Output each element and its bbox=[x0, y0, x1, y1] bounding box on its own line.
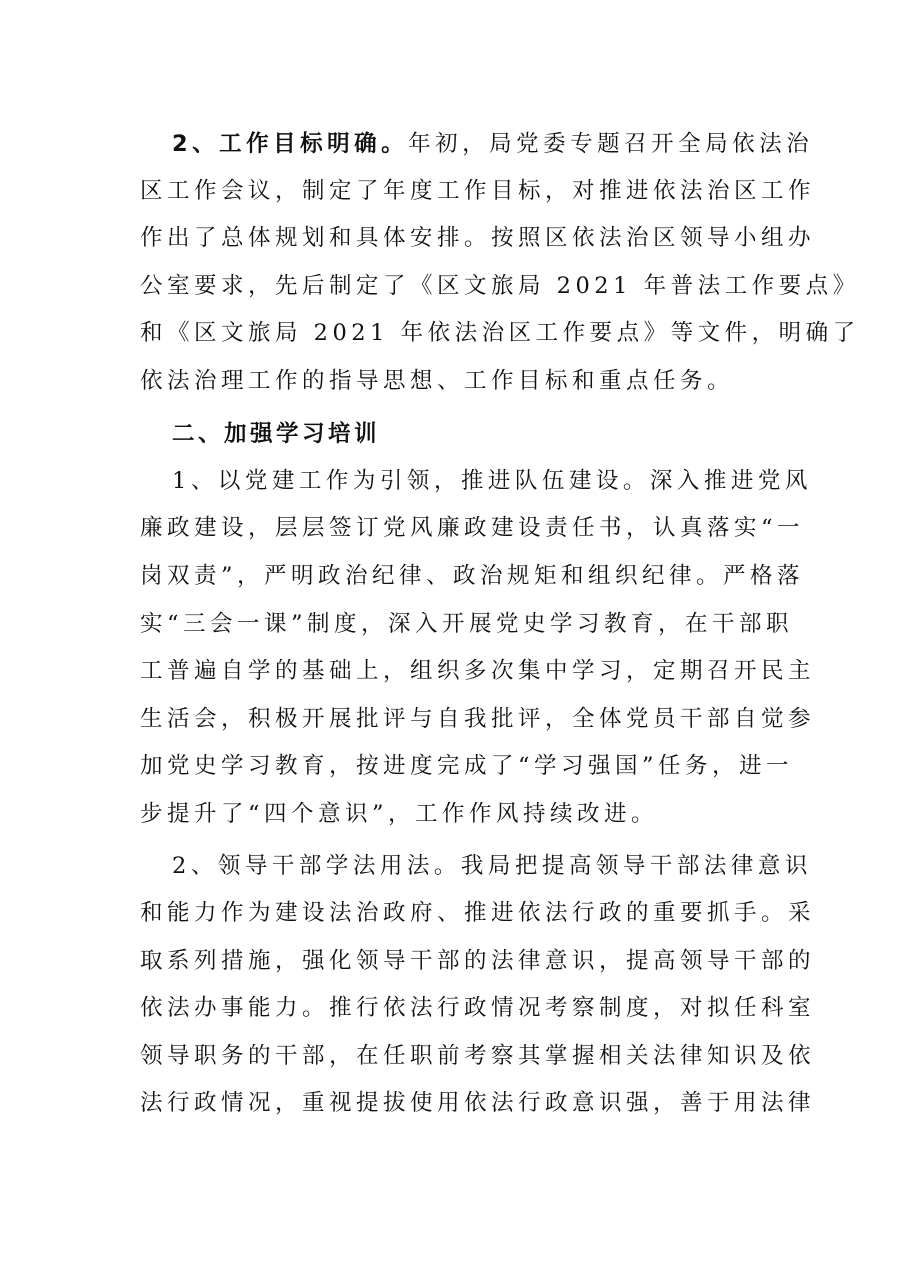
paragraph-line: 生活会，积极开展批评与自我批评，全体党员干部自觉参 bbox=[140, 706, 816, 732]
paragraph-line: 依法办事能力。推行依法行政情况考察制度，对拟任科室 bbox=[140, 995, 816, 1021]
paragraph-line: 公室要求，先后制定了《区文旅局 2021 年普法工作要点》 bbox=[140, 273, 860, 299]
paragraph-line: 依法治理工作的指导思想、工作目标和重点任务。 bbox=[140, 368, 735, 394]
paragraph-line: 廉政建设，层层签订党风廉政建设责任书，认真落实“一 bbox=[140, 515, 805, 541]
paragraph-line: 和《区文旅局 2021 年依法治区工作要点》等文件，明确了 bbox=[140, 320, 860, 346]
paragraph-line: 实“三会一课”制度，深入开展党史学习教育，在干部职 bbox=[140, 611, 794, 637]
paragraph-line: 和能力作为建设法治政府、推进依法行政的重要抓手。采 bbox=[140, 900, 816, 926]
paragraph-line: 法行政情况，重视提拔使用依法行政意识强，善于用法律 bbox=[140, 1090, 816, 1116]
paragraph-line: 区工作会议，制定了年度工作目标，对推进依法治区工作 bbox=[140, 178, 816, 204]
item-text: 年初，局党委专题召开全局依法治 bbox=[408, 131, 814, 157]
paragraph-line: 步提升了“四个意识”，工作作风持续改进。 bbox=[140, 801, 659, 827]
paragraph-line: 工普遍自学的基础上，组织多次集中学习，定期召开民主 bbox=[140, 658, 816, 684]
paragraph-line: 岗双责”，严明政治纪律、政治规矩和组织纪律。严格落 bbox=[140, 563, 805, 589]
paragraph-line: 加党史学习教育，按进度完成了“学习强国”任务，进一 bbox=[140, 753, 794, 779]
paragraph-line bbox=[172, 124, 812, 164]
paragraph-line: 领导职务的干部，在任职前考察其掌握相关法律知识及依 bbox=[140, 1043, 816, 1069]
section-heading: 二、加强学习培训 bbox=[172, 421, 381, 447]
paragraph-line: 作出了总体规划和具体安排。按照区依法治区领导小组办 bbox=[140, 225, 816, 251]
paragraph-line: 取系列措施，强化领导干部的法律意识，提高领导干部的 bbox=[140, 948, 816, 974]
paragraph-line: 2、领导干部学法用法。我局把提高领导干部法律意识 bbox=[172, 853, 812, 879]
paragraph-line: 1、以党建工作为引领，推进队伍建设。深入推进党风 bbox=[172, 468, 812, 494]
item-title: 2、工作目标明确。 bbox=[172, 131, 409, 157]
